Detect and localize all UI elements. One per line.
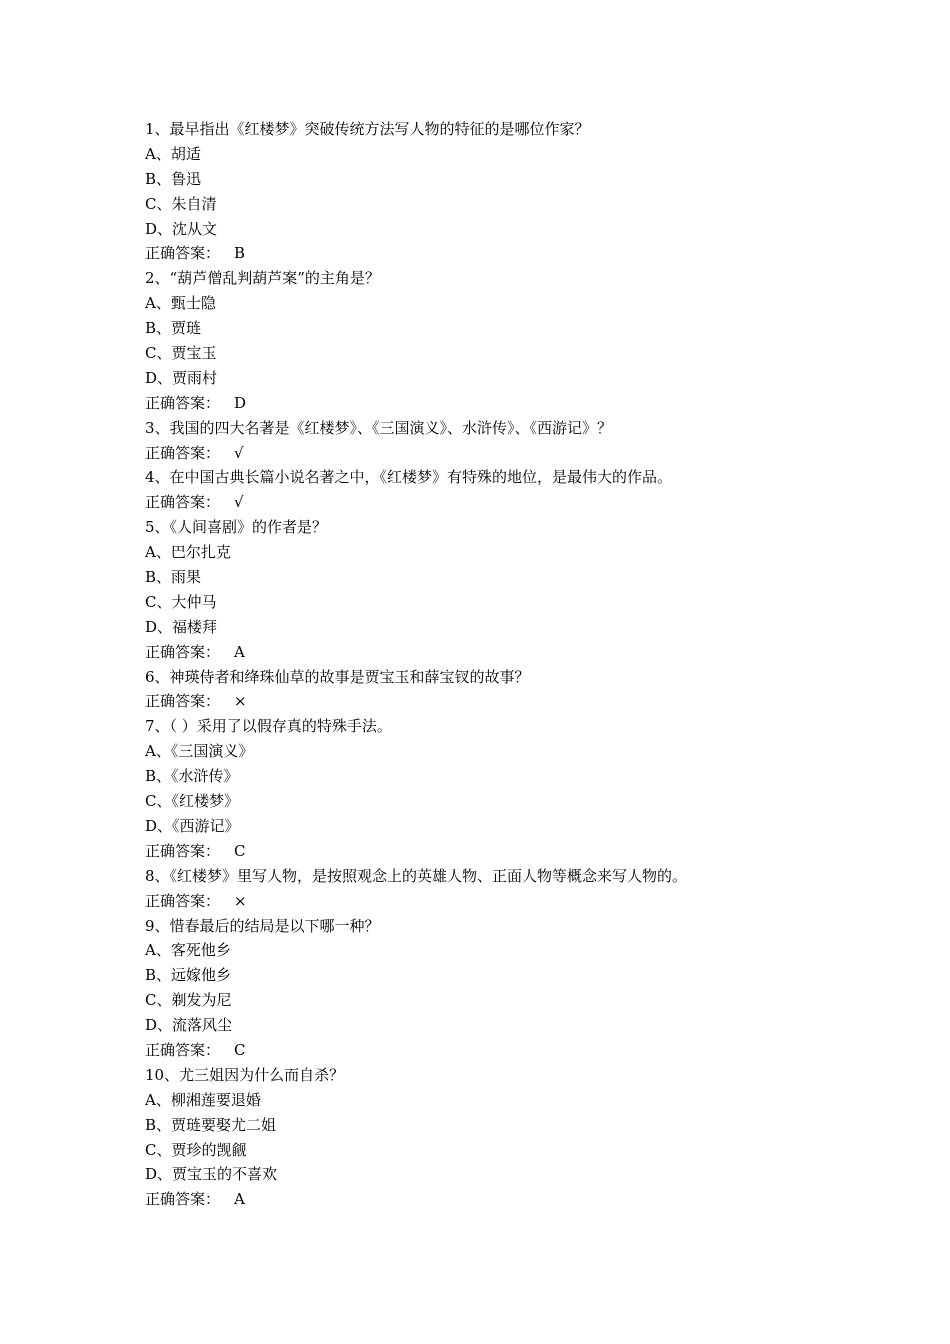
option-text: A、客死他乡 xyxy=(145,941,231,960)
answer-line xyxy=(145,839,925,864)
option-text: C、剃发为尼 xyxy=(145,991,232,1010)
answer-line xyxy=(145,1038,925,1063)
option-text: B、远嫁他乡 xyxy=(145,966,232,985)
question-block xyxy=(145,515,925,664)
option-text: B、鲁迅 xyxy=(145,169,202,188)
answer-label: 正确答案： xyxy=(145,692,221,711)
quiz-content xyxy=(145,117,925,1212)
answer-label: 正确答案： xyxy=(145,393,221,412)
answer-value: C xyxy=(234,841,246,860)
answer-label: 正确答案： xyxy=(145,642,221,661)
question-text: 2、“葫芦僧乱判葫芦案”的主角是？ xyxy=(145,269,380,288)
question-block xyxy=(145,714,925,863)
question-text: 8、《红楼梦》里写人物，是按照观念上的英雄人物、正面人物等概念来写人物的。 xyxy=(145,866,688,885)
question-block xyxy=(145,1063,925,1212)
answer-value: √ xyxy=(234,443,244,462)
option-text: B、贾琏要娶尤二姐 xyxy=(145,1115,277,1134)
option-text: B、雨果 xyxy=(145,568,202,587)
question-text: 5、《人间喜剧》的作者是？ xyxy=(145,518,328,537)
option-text: A、巴尔扎克 xyxy=(145,543,231,562)
question-block xyxy=(145,665,925,715)
option-text: D、贾雨村 xyxy=(145,368,218,387)
question-text: 7、（ ）采用了以假存真的特殊手法。 xyxy=(145,717,392,736)
option-text: D、福楼拜 xyxy=(145,617,218,636)
question-text: 3、我国的四大名著是《红楼梦》、《三国演义》、水浒传》、《西游记》？ xyxy=(145,418,613,437)
answer-value: C xyxy=(234,1040,246,1059)
option-text: C、大仲马 xyxy=(145,592,217,611)
question-text: 9、惜春最后的结局是以下哪一种？ xyxy=(145,916,380,935)
answer-line xyxy=(145,441,925,466)
option-text: A、柳湘莲要退婚 xyxy=(145,1090,261,1109)
option-text: C、《红楼梦》 xyxy=(145,792,239,811)
answer-value: √ xyxy=(234,493,244,512)
option-text: C、贾珍的觊觎 xyxy=(145,1140,247,1159)
answer-label: 正确答案： xyxy=(145,493,221,512)
answer-line xyxy=(145,889,925,914)
answer-line xyxy=(145,241,925,266)
question-block xyxy=(145,465,925,515)
answer-line xyxy=(145,391,925,416)
answer-value: × xyxy=(234,891,247,910)
question-block xyxy=(145,117,925,266)
answer-line xyxy=(145,640,925,665)
option-text: D、沈从文 xyxy=(145,219,218,238)
question-block xyxy=(145,416,925,466)
option-text: A、甄士隐 xyxy=(145,294,216,313)
question-text: 4、在中国古典长篇小说名著之中，《红楼梦》有特殊的地位，是最伟大的作品。 xyxy=(145,468,673,487)
answer-line xyxy=(145,1187,925,1212)
option-text: B、贾琏 xyxy=(145,319,202,338)
answer-label: 正确答案： xyxy=(145,1190,221,1209)
option-text: D、贾宝玉的不喜欢 xyxy=(145,1165,278,1184)
answer-label: 正确答案： xyxy=(145,891,221,910)
option-text: D、流落风尘 xyxy=(145,1016,233,1035)
option-text: D、《西游记》 xyxy=(145,816,240,835)
question-block xyxy=(145,266,925,415)
option-text: A、胡适 xyxy=(145,144,201,163)
answer-label: 正确答案： xyxy=(145,1040,221,1059)
option-text: B、《水浒传》 xyxy=(145,767,239,786)
question-text: 10、尤三姐因为什么而自杀？ xyxy=(145,1065,345,1084)
question-text: 1、最早指出《红楼梦》突破传统方法写人物的特征的是哪位作家？ xyxy=(145,120,590,138)
option-text: C、贾宝玉 xyxy=(145,344,217,363)
answer-line xyxy=(145,490,925,515)
answer-line xyxy=(145,689,925,714)
option-text: A、《三国演义》 xyxy=(145,742,254,761)
answer-value: × xyxy=(234,692,247,711)
question-text: 6、神瑛侍者和绛珠仙草的故事是贾宝玉和薛宝钗的故事？ xyxy=(145,667,530,686)
answer-label: 正确答案： xyxy=(145,443,221,462)
question-block xyxy=(145,914,925,1063)
answer-value: D xyxy=(234,393,247,412)
answer-label: 正确答案： xyxy=(145,841,221,860)
question-block xyxy=(145,864,925,914)
answer-value: A xyxy=(234,642,245,661)
answer-label: 正确答案： xyxy=(145,244,221,263)
answer-value: A xyxy=(234,1190,245,1209)
option-text: C、朱自清 xyxy=(145,194,217,213)
answer-value: B xyxy=(234,244,246,263)
